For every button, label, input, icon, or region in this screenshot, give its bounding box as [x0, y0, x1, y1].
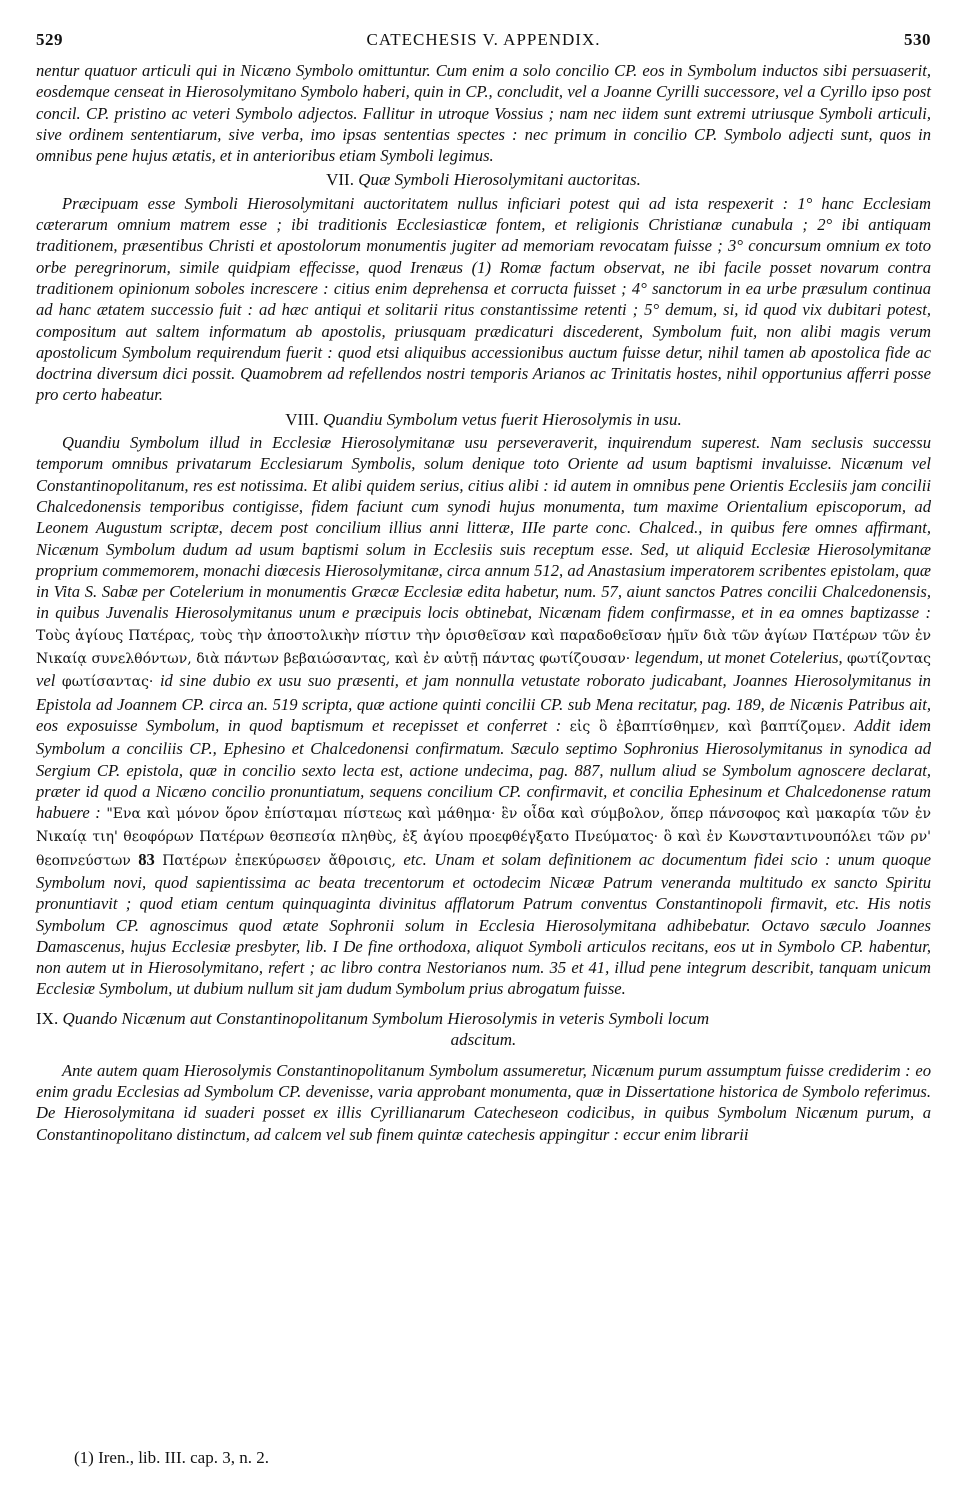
running-title: CATECHESIS V. APPENDIX. [366, 30, 601, 49]
latin-text: Addit idem Symbolum a conciliis CP., Ephesino et Chalcedonensi confirmatum. Sæculo septimo Sophronius Hierosolymitanus in synodica ad Sergium CP. epistola, quæ in concilio sexto lecta est, actione undecima, pag. 887, nullum aliud se Symbolum agnoscere declarat, præter id quod a Nicæno concilio pronuntiatum, sequens concilium CP. confirmavit, et concilia Ephesinum et Chalcedonense ratum habuere : [36, 715, 931, 823]
greek-quote: Πατέρων ἐπεκύρωσεν ἄθροισις, [162, 852, 396, 869]
section-heading-7 [36, 169, 931, 190]
page-number-left: 529 [36, 30, 63, 49]
running-header [36, 30, 931, 60]
section-number: VII. [326, 170, 354, 190]
paragraph-continued: nentur quatuor articuli qui in Nicæno Symbolo omittuntur. Cum enim a solo concilio CP. eos in Symbolum inductos sibi persuaserit, eosdemque censeat in Hierosolymitano Symbolo haberi, quin in CP., concludit, vel a Joanne Cyrilli successore, vel a Cyrillo ipso post concil. CP. pristino ac veteri Symbolo adjectos. Fallitur in utroque Vossius ; nam nec iidem sunt extremi utriusque Symboli articuli, sive ordinem sententiarum, sive verba, imo ipsas sententias spectes : nec primum in concilio CP. Symbolo adjecti sunt, quos in omnibus pene hujus ætatis, et in anterioribus etiam Symboli legimus. [36, 61, 931, 166]
greek-quote: Τοὺς ἁγίους Πατέρας, τοὺς τὴν ἀποστολικὴν πίστιν τὴν ὁρισθεῖσαν καὶ παραδοθεῖσαν ἡμῖν διὰ τῶν ἁγίων Πατέρων τῶν ἐν Νικαίᾳ συνελθόντων, διὰ πάντων βεβαιώσαντας, καὶ ἐν αὐτῇ πάντας φωτίζουσαν· [36, 627, 931, 668]
latin-text: etc. Unam et solam definitionem ac documentum fidei scio : unum quoque Symbolum novi, quod sapientissima ac beata trecentorum et octodecim Nicææ Patrum veneranda multitudo ex sancto Spiritu pronuntiavit ; quod etiam centum quinquaginta divinitus afflatorum Patrum conventus Constantinopoli firmavit, etc. His notis Symbolum CP. agnoscimus quod ætate Sophronii solum in Ecclesia Hierosolymitana adhibebatur. Octavo sæculo Joannes Damascenus, hujus Ecclesiæ presbyter, lib. I De fine orthodoxa, aliquot Symboli articulos recitans, eos ut in Symbolo CP. habentur, non autem ut in Hierosolymitano, refert ; ac libro contra Nestorianos num. 35 et 41, illud pene integrum describit, tanquam unicum Ecclesiæ Symbolum, ut dubium nullum sit jam dudum Symbolum prius abrogatum fuisse. [36, 849, 932, 999]
document-page [36, 30, 931, 1470]
section-number: VIII. [285, 409, 319, 429]
body-text [36, 60, 931, 1145]
greek-quote: "Ενα καὶ μόνον ὅρον ἐπίσταμαι πίστεως καὶ μάθημα· ἓν οἶδα καὶ σύμβολον, ὅπερ πάνσοφος καὶ μακαρία τῶν ἐν Νικαίᾳ τιη' θεοφόρων Πατέρων θεσπεσία πληθὺς, ἐξ ἁγίου προεφθέγξατο Πνεύματος· ὃ καὶ ἐν Κωνσταντινουπόλει τῶν ρν' θεοπνεύστων [36, 806, 931, 869]
page-number-right: 530 [903, 30, 931, 49]
greek-word: φωτίσαντας· [61, 674, 154, 691]
section-7-text: Præcipuam esse Symboli Hierosolymitani auctoritatem nullus inficiari potest qui ad ista respexerit : 1° hanc Ecclesiam cæterarum omnium matrem esse ; ibi traditionis Ecclesiasticæ fontem, et religionis Christianæ cunabula ; 2° ibi antiquam traditionem, præsentibus Christi et apostolorum monumentis jugiter ad memoriam revocatam fuisse ; 3° concursum omnium ex toto orbe peregrinorum, simile quidpiam effecisse, quod Irenæus (1) Romæ factum observat, ne ibi facile posset novarum contra traditionem opinionum soboles increscere : citius enim deprehensa et corructa fuisset ; 4° sanctorum in ea urbe præsulum continua ad hanc ætatem successio fuit : ad hæc antiqui et solitarii ritus constantissime retenti ; 5° demum, si, id quod vix dubitari potest, compositum aut saltem informatum ab apostolis, priusquam prædicaturi discederent, Symbolum fuit, non alibi magis verum apostolicum Symbolum requirendum fuerit : quod etsi aliquibus accessionibus auctum fuisse detur, nihil tamen ab apostolica fide ac doctrina diversum dici possit. Quamobrem ad refellendos nostri temporis Arianos ac Trinitatis hostes, nihil opportunius afferri posse pro certo habeatur. [36, 193, 931, 405]
section-8-text [36, 432, 931, 1000]
greek-quote: εἰς ὃ ἐβαπτίσθημεν, καὶ βαπτίζομεν. [569, 718, 846, 735]
section-title: Quando Nicænum aut Constantinopolitanum Symbolum Hierosolymis in veteris Symboli locum [62, 1008, 710, 1028]
section-title-continued: adscitum. [450, 1029, 517, 1049]
section-title: Quæ Symboli Hierosolymitani auctoritas. [358, 170, 641, 190]
section-heading-8 [36, 409, 931, 430]
section-heading-9 [36, 1008, 931, 1050]
greek-word: φωτίζοντας [846, 651, 932, 668]
footnote: (1) Iren., lib. III. cap. 3, n. 2. [74, 1448, 269, 1467]
latin-text: Quandiu Symbolum illud in Ecclesiæ Hierosolymitanæ usu perseveraverit, inquirendum superest. Nam seclusis successu temporum omnibus privatarum Ecclesiarum Symbolis, solum denique toto Oriente ad usum baptismi invaluisse. Nicænum vel Constantinopolitanum, res est notissima. Et alibi quidem serius, citius alibi : id autem in omnibus pene Orientis Ecclesiis jam concilii Chalcedonensis temporibus contigisse, fidem faciunt cum synodi hujus monumenta, tum maxime Orientalium episcoporum, ad Leonem Augustum scriptæ, decem post concilium illius anni litteræ, IIIe parte conc. Chalced., in quibus fere omnes affirmant, Nicænum Symbolum dudum ad usum baptismi solum in Ecclesiis suis receptum esse. Sed, ut aliquid Ecclesiæ Hierosolymitanæ proprium commemorem, monachi diœcesis Hierosolymitanæ, circa annum 512, ad Anastasium imperatorem scribentes epistolam, quæ in Vita S. Sabæ per Cotelerium in monumentis Græcæ Ecclesiæ edita habetur, num. 57, aiunt sanctos Patres concilii Chalcedonensis, in quibus Juvenalis Hierosolymitanus unum e præcipuis locis obtinebat, Nicænam fidem confirmasse, et in ea omnes baptizasse : [36, 433, 931, 623]
latin-text: legendum, ut monet Cotelerius, [634, 648, 843, 668]
section-title: Quandiu Symbolum vetus fuerit Hierosolymis in usu. [323, 409, 682, 429]
latin-text: vel [36, 671, 56, 691]
section-9-text: Ante autem quam Hierosolymis Constantinopolitanum Symbolum assumeretur, Nicænum purum assumptum fuisse crediderim : eo enim gradu Ecclesias ad Symbolum CP. devenisse, varia approbant monumenta, quæ in Dissertatione historica de Symbolo referimus. De Hierosolymitana id suaderi posset ex illis Cyrillianarum Catecheseon codicibus, in quibus Symbolum Nicænum purum, a Constantinopolitano distinctum, ad calcem vel sub finem quintæ catechesis appingitur : eccur enim librarii [36, 1060, 931, 1144]
latin-text: id sine dubio ex usu suo præsenti, et jam nonnulla vetustate roborato judicabant, Joannes Hierosolymitanus in Epistola ad Joannem CP. circa an. 519 scripta, quæ actione quinti concilii CP. sub Mena recitatur, pag. 189, de Nicænis Patribus ait, eos exposuisse Symbolum, in quod baptismum et recepisset et conferret : [36, 671, 931, 735]
section-number: IX. [36, 1008, 59, 1028]
bold-number: 83 [138, 849, 155, 869]
